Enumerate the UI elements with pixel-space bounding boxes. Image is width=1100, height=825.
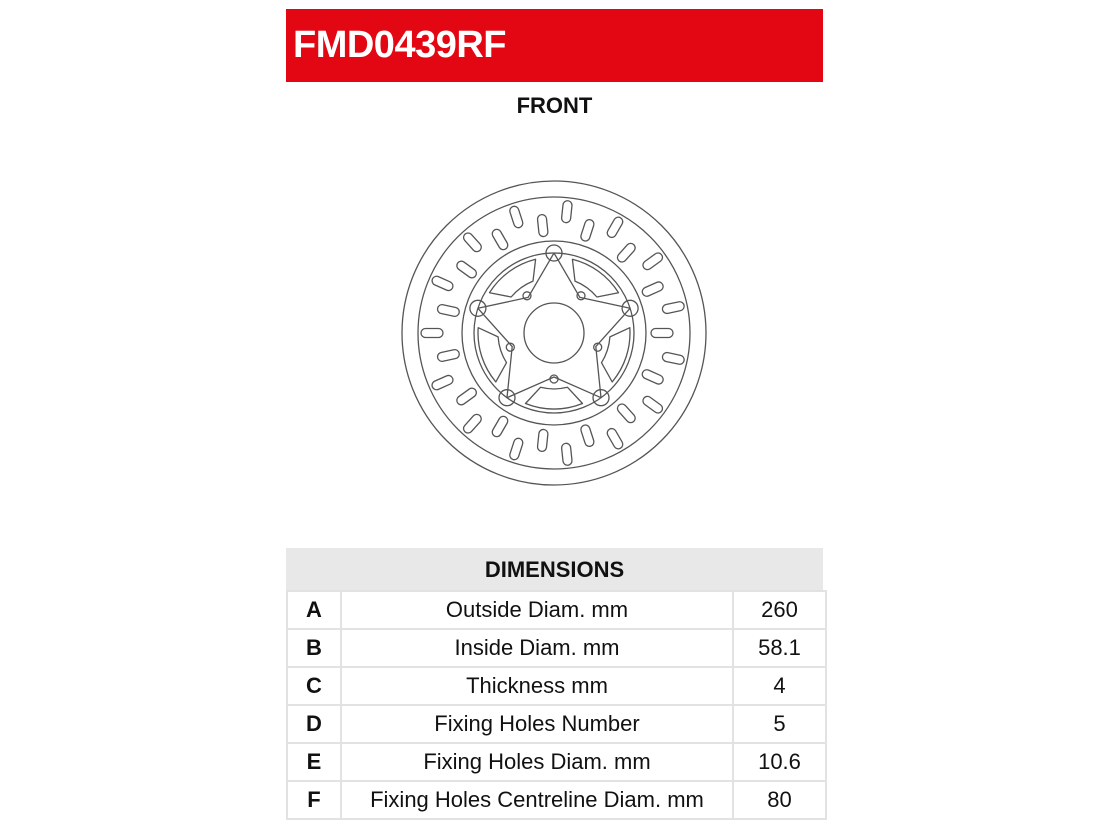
drilled-slot: [491, 415, 510, 439]
drilled-slot: [580, 424, 595, 448]
brake-disc-drawing: [398, 177, 710, 489]
dimension-key: E: [287, 743, 341, 781]
drilled-slot: [537, 214, 548, 237]
dimension-value: 260: [733, 591, 826, 629]
small-carrier-hole: [577, 292, 585, 300]
dimension-value: 58.1: [733, 629, 826, 667]
part-number-title: FMD0439RF: [293, 24, 506, 66]
dimension-key: C: [287, 667, 341, 705]
drilled-slot: [641, 368, 665, 385]
drilled-slot: [509, 205, 524, 229]
drilled-slot: [491, 228, 510, 252]
dimension-label: Thickness mm: [341, 667, 733, 705]
small-carrier-hole: [550, 375, 558, 383]
dimension-key: B: [287, 629, 341, 667]
drilled-slot: [537, 429, 548, 452]
drilled-slot: [606, 216, 625, 240]
disc-inner-band-edge: [418, 197, 690, 469]
drilled-slot: [561, 443, 572, 466]
table-row: [287, 667, 826, 705]
drilled-slot: [616, 402, 637, 424]
disc-outer-edge: [402, 181, 706, 485]
table-row: [287, 705, 826, 743]
drilled-slot: [437, 349, 460, 362]
drilled-slot: [421, 329, 443, 338]
table-row: [287, 781, 826, 819]
drilled-slot: [641, 395, 664, 415]
dimension-label: Fixing Holes Diam. mm: [341, 743, 733, 781]
carrier-star: [478, 253, 630, 398]
drilled-slot: [509, 437, 524, 461]
position-label: FRONT: [516, 93, 593, 118]
table-row: [287, 743, 826, 781]
dimensions-title: DIMENSIONS: [286, 548, 823, 590]
drilled-slot: [616, 242, 637, 264]
drilled-slot: [561, 200, 572, 223]
drilled-slot: [455, 386, 478, 406]
drilled-slot: [641, 251, 664, 271]
small-carrier-hole: [523, 292, 531, 300]
centre-bore: [524, 303, 584, 363]
drilled-slot: [437, 304, 460, 317]
table-row: [287, 591, 826, 629]
title-banner: [286, 9, 823, 82]
drilled-slot: [580, 218, 595, 242]
dimensions-panel: [286, 548, 823, 814]
dimension-key: F: [287, 781, 341, 819]
drilled-slot: [455, 259, 478, 279]
drilled-slot: [662, 301, 685, 314]
drilled-slot: [662, 352, 685, 365]
drilled-slot: [651, 329, 673, 338]
dimension-label: Inside Diam. mm: [341, 629, 733, 667]
dimension-value: 10.6: [733, 743, 826, 781]
dimension-label: Fixing Holes Number: [341, 705, 733, 743]
dimension-key: A: [287, 591, 341, 629]
dimension-label: Fixing Holes Centreline Diam. mm: [341, 781, 733, 819]
drilled-slot: [462, 413, 483, 435]
dimension-value: 80: [733, 781, 826, 819]
dimension-key: D: [287, 705, 341, 743]
dimension-value: 4: [733, 667, 826, 705]
dimension-value: 5: [733, 705, 826, 743]
dimensions-table: [286, 590, 827, 820]
drilled-slot: [431, 275, 455, 292]
carrier-window: [526, 387, 583, 409]
dimension-label: Outside Diam. mm: [341, 591, 733, 629]
drilled-slot: [641, 281, 665, 298]
small-carrier-holes: [506, 292, 601, 383]
table-row: [287, 629, 826, 667]
drilled-slot: [462, 231, 483, 253]
drilled-slot: [431, 374, 455, 391]
drilled-slot: [606, 427, 625, 451]
